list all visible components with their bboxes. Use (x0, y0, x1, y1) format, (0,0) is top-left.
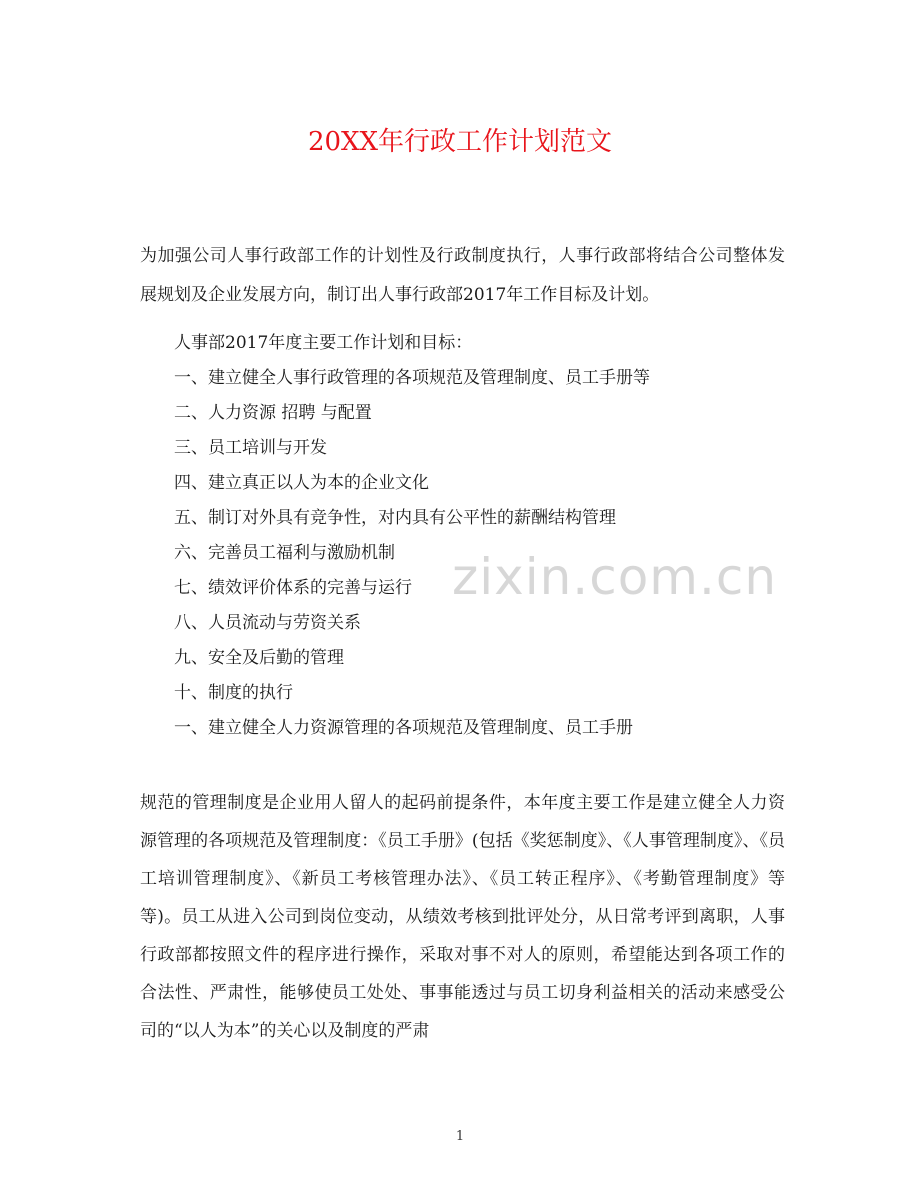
plan-list-item: 九、安全及后勤的管理 (174, 648, 344, 668)
watermark: zixin.com.cn (452, 548, 778, 606)
plan-list-item: 三、员工培训与开发 (174, 438, 327, 458)
intro-paragraph: 为加强公司人事行政部工作的计划性及行政制度执行，人事行政部将结合公司整体发展规划及企业发展方向，制订出人事行政部2017年工作目标及计划。 (140, 246, 785, 305)
plan-list-item: 八、人员流动与劳资关系 (174, 613, 361, 633)
plan-list-item: 七、绩效评价体系的完善与运行 (174, 578, 412, 598)
document-title: 20XX年行政工作计划范文 (307, 127, 613, 157)
body-paragraph: 规范的管理制度是企业用人留人的起码前提条件，本年度主要工作是建立健全人力资源管理的各项规范及管理制度：《员工手册》(包括《奖惩制度》、《人事管理制度》、《员工培训管理制度》、《新员工考核管理办法》、《员工转正程序》、《考勤管理制度》等等)。员工从进入公司到岗位变动，从绩效考核到批评处分，从日常考评到离职，人事行政部都按照文件的程序进行操作，采取对事不对人的原则，希望能达到各项工作的合法性、严肃性，能够使员工处处、事事能透过与员工切身利益相关的活动来感受公司的“以人为本”的关心以及制度的严肃 (140, 793, 785, 1041)
plan-list-item: 一、建立健全人事行政管理的各项规范及管理制度、员工手册等 (174, 368, 650, 388)
plan-list-item: 六、完善员工福利与激励机制 (174, 543, 395, 563)
plan-list-heading: 人事部2017年度主要工作计划和目标： (174, 333, 473, 353)
plan-list-item: 五、制订对外具有竞争性，对内具有公平性的薪酬结构管理 (174, 508, 616, 528)
page-number: 1 (455, 1129, 465, 1144)
plan-list-item: 四、建立真正以人为本的企业文化 (174, 473, 429, 493)
plan-list (174, 326, 774, 746)
plan-list-item: 二、人力资源 招聘 与配置 (174, 403, 372, 423)
plan-list-item: 十、制度的执行 (174, 683, 293, 703)
plan-list-item: 一、建立健全人力资源管理的各项规范及管理制度、员工手册 (174, 718, 633, 738)
